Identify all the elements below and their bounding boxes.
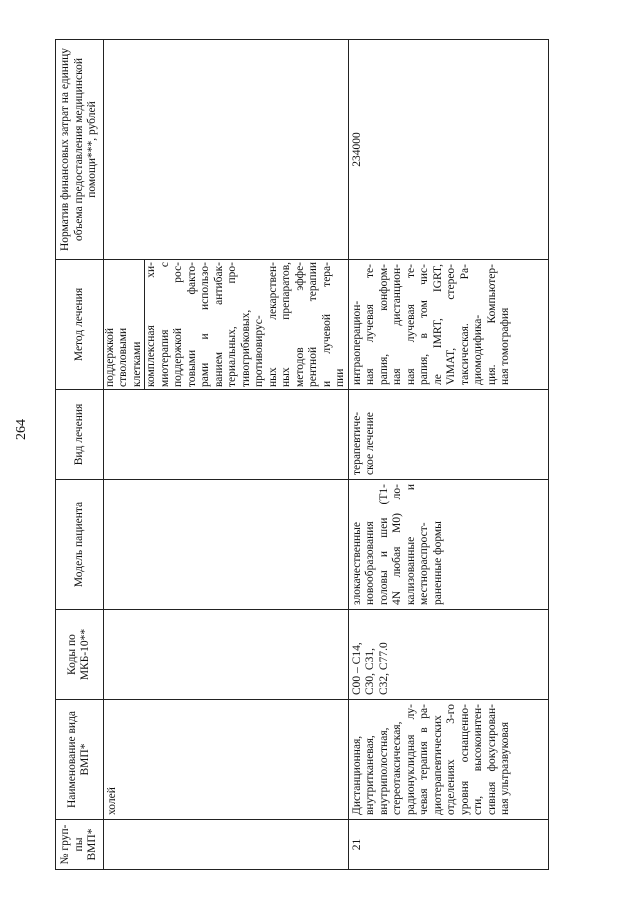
text-line: местнораспрост-: [418, 522, 430, 605]
text-line: диотерапевтических: [431, 715, 444, 815]
text-line: териальных, про-: [226, 262, 238, 387]
text-line: ная ультразвуковая: [499, 722, 511, 815]
cell-treatment-method: [348, 260, 548, 390]
text-line: рапия, конформ-: [377, 264, 390, 385]
text-line: ная лучевая те-: [364, 264, 376, 385]
text-line: пии: [334, 368, 346, 387]
text-line: злокачественные: [350, 522, 363, 605]
text-line: кализованные и: [404, 484, 417, 605]
header-patient-model: Модель пациента: [56, 480, 104, 610]
method-sub-2: [145, 260, 348, 389]
cell-mkb-codes: [103, 610, 348, 700]
text-line: головы и шеи (T1-: [377, 484, 390, 605]
header-group-no: № груп-пы ВМП*: [56, 820, 104, 870]
text-line: стереотаксическая,: [391, 721, 403, 815]
text-line: Дистанционная,: [350, 735, 363, 815]
text-line: и лучевой тера-: [320, 262, 333, 387]
cell-group: [103, 820, 348, 870]
text-line: ванием антибак-: [212, 262, 225, 387]
text-line: раненные формы: [431, 521, 444, 605]
cell-mkb-codes: [348, 610, 548, 700]
text-line: ная томография: [499, 307, 511, 385]
table-row: [348, 40, 548, 870]
header-vmp-name: Наименование вида ВМП*: [56, 700, 104, 820]
header-mkb-codes: Коды по МКБ-10**: [56, 610, 104, 700]
text-line: C00 – C14,: [350, 642, 363, 695]
rotated-table-wrapper: [55, 40, 605, 870]
page-number: 264: [14, 419, 29, 440]
method-sub-1: [104, 260, 145, 389]
text-line: C32, C77.0: [377, 642, 390, 695]
text-line: отделениях 3-го: [445, 704, 457, 815]
cell-vmp-name: [348, 700, 548, 820]
text-line: уровня оснащенно-: [458, 704, 471, 815]
text-line: ле IMRT, IGRT,: [431, 264, 444, 385]
cell-cost-norm: 234000: [348, 40, 548, 260]
text-line: чевая терапия в ра-: [418, 704, 430, 815]
header-treatment-type: Вид лечения: [56, 390, 104, 480]
cell-treatment-method: [103, 260, 348, 390]
header-row: [56, 40, 104, 870]
text-line: стволовыми: [117, 327, 129, 387]
method-subtable: [104, 260, 348, 389]
text-line: внутриполостная,: [377, 727, 390, 815]
text-line: терапевтиче-: [350, 411, 363, 475]
cell-patient-model: [103, 480, 348, 610]
cell-treatment-type: [103, 390, 348, 480]
cell-group: 21: [348, 820, 548, 870]
header-treatment-method: Метод лечения: [56, 260, 104, 390]
text-line: ных лекарствен-: [266, 262, 279, 387]
text-line: холей: [105, 787, 118, 815]
text-line: ная дистанцион-: [391, 264, 403, 385]
text-line: ция. Компьютер-: [485, 264, 498, 385]
text-line: внутритканевая,: [364, 735, 376, 815]
treatment-table: [55, 39, 549, 870]
text-line: новообразования: [364, 521, 376, 605]
cell-vmp-name: [103, 700, 348, 820]
text-line: радионуклидная лу-: [404, 704, 417, 815]
text-line: C30, C31,: [364, 648, 376, 695]
text-line: ViMAT, стерео-: [445, 264, 457, 385]
table-row: [103, 40, 348, 870]
header-cost-norm: Норматив финансовых затрат на единицу объема предоставления медицинской помощи***, рублей: [56, 40, 104, 260]
text-line: комплексная хи-: [145, 262, 157, 387]
text-line: тивогрибковых,: [239, 309, 252, 387]
text-line: ных препаратов,: [280, 262, 292, 387]
text-line: диомодифика-: [472, 314, 484, 385]
cell-treatment-type: [348, 390, 548, 480]
text-line: ная лучевая те-: [404, 264, 417, 385]
text-line: миотерапия с: [158, 262, 171, 387]
text-line: ское лечение: [364, 412, 376, 475]
cell-patient-model: [348, 480, 548, 610]
text-line: поддержкой: [103, 328, 116, 387]
text-line: противовирус-: [253, 315, 265, 387]
cell-cost-norm: [103, 40, 348, 260]
text-line: поддержкой рос-: [172, 262, 184, 387]
text-line: интраоперацион-: [350, 300, 363, 385]
text-line: 4N любая M0) ло-: [391, 484, 403, 605]
text-line: клетками: [130, 341, 143, 387]
text-line: рапия, в том чис-: [418, 264, 430, 385]
text-line: сивная фокусирован-: [485, 704, 498, 815]
text-line: сти, высокоинтен-: [472, 704, 484, 815]
text-line: рами и использо-: [199, 262, 211, 387]
text-line: методов эффе-: [293, 262, 306, 387]
text-line: рентной терапии: [307, 262, 319, 387]
text-line: таксическая. Ра-: [458, 264, 471, 385]
text-line: товыми факто-: [185, 262, 198, 387]
